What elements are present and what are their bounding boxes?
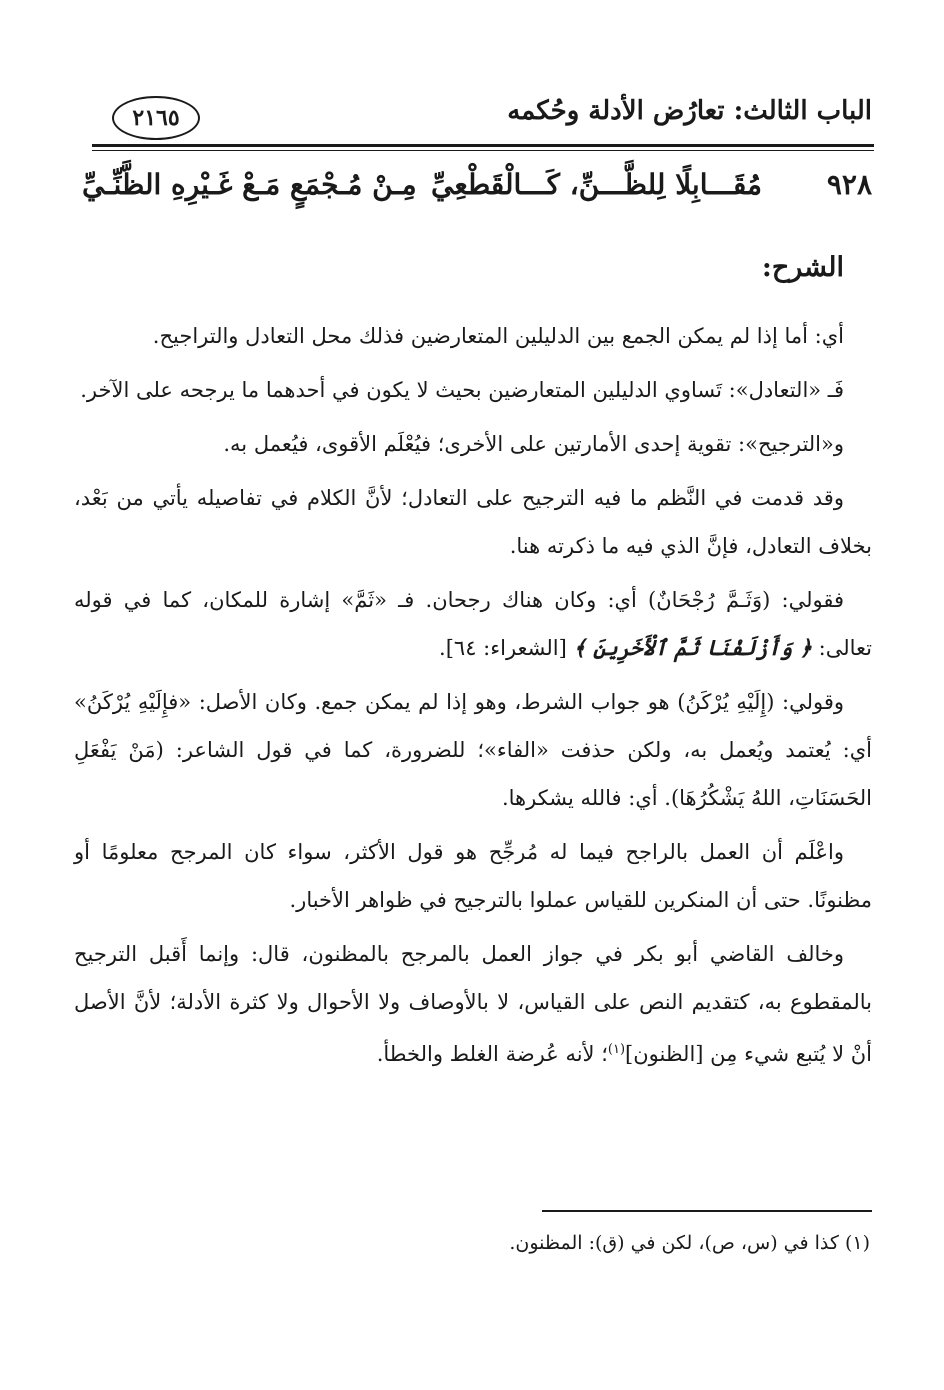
paragraph-tail: ؛ لأنه عُرضة الغلط والخطأ.	[376, 1042, 608, 1066]
paragraph: واعْلَم أن العمل بالراجح فيما له مُرجِّح هو قول الأكثر، سواء كان المرجح معلومًا أو مظنونًا. حتى أن المنكرين للقياس عملوا بالترجيح في ظواهر الأخبار.	[74, 840, 872, 912]
header-rule	[92, 144, 874, 147]
paragraph-text: وخالف القاضي أبو بكر في جواز العمل بالمرجح بالمظنون، قال: وإنما أَقبل الترجيح بالمقطوع به، كتقديم النص على القياس، لا بالأوصاف ولا الأحوال ولا كثرة الأدلة؛ لأنَّ الأصل أنْ لا يُتبع شيء مِن [الظنون]	[74, 942, 872, 1066]
commentary-heading: الشرح:	[761, 252, 844, 283]
paragraph: وقولي: (إِلَيْهِ يُرْكَنُ) هو جواب الشرط، وهو إذا لم يمكن جمع. وكان الأصل: «فإِلَيْهِ يُرْكَنُ» أي: يُعتمد ويُعمل به، ولكن حذفت «الفاء»؛ للضرورة، كما في قول الشاعر: (مَنْ يَفْعَلِ الحَسَنَاتِ، اللهُ يَشْكُرُهَا). أي: فالله يشكرها.	[74, 690, 872, 810]
paragraph-text: فقولي: (وَثَـمَّ رُجْحَانٌ) أي: وكان هناك رجحان. فـ «ثَمَّ» إشارة للمكان، كما في قوله تعالى:	[74, 588, 872, 660]
paragraph: فَـ «التعادل»: تَساوي الدليلين المتعارضين بحيث لا يكون في أحدهما ما يرجحه على الآخر.	[80, 378, 844, 402]
paragraph: وقد قدمت في النَّظم ما فيه الترجيح على التعادل؛ لأنَّ الكلام في تفاصيله يأتي من بَعْد، بخلاف التعادل، فإنَّ الذي فيه ما ذكرته هنا.	[74, 486, 872, 558]
page-number-label: ٢١٦٥	[132, 105, 180, 131]
verse-number: ٩٢٨	[826, 168, 872, 201]
footnote: (١) كذا في (س، ص)، لكن في (ق): المظنون.	[509, 1232, 870, 1254]
header-rule-thin	[92, 150, 874, 151]
paragraph: أي: أما إذا لم يمكن الجمع بين الدليلين المتعارضين فذلك محل التعادل والتراجيح.	[152, 324, 844, 348]
verse-line	[82, 168, 872, 214]
commentary-body	[74, 312, 872, 1084]
paragraph-last	[74, 930, 872, 1078]
paragraph: و«الترجيح»: تقوية إحدى الأمارتين على الأخرى؛ فيُعْلَم الأقوى، فيُعمل به.	[223, 432, 844, 456]
quran-verse: ﴿ وَأَزْلَفْنَا ثَمَّ ٱلْأَخَرِينَ ﴾	[573, 635, 812, 660]
verse-first-hemistich: مُقَـــابِلًا لِلظَّـــنِّ، كَـــالْقَطْعِيِّ	[430, 168, 762, 201]
footnote-rule	[542, 1210, 872, 1212]
paragraph-quran	[74, 576, 872, 672]
footnote-marker: (١)	[607, 1042, 626, 1057]
page-number	[112, 96, 200, 140]
verse-second-hemistich: مِـنْ مُـجْمَعٍ مَـعْ غَـيْرِهِ الظَّنِّـيِّ	[82, 168, 417, 201]
chapter-title: الباب الثالث: تعارُض الأدلة وحُكمه	[507, 96, 872, 126]
quran-citation: [الشعراء: ٦٤].	[439, 636, 567, 660]
